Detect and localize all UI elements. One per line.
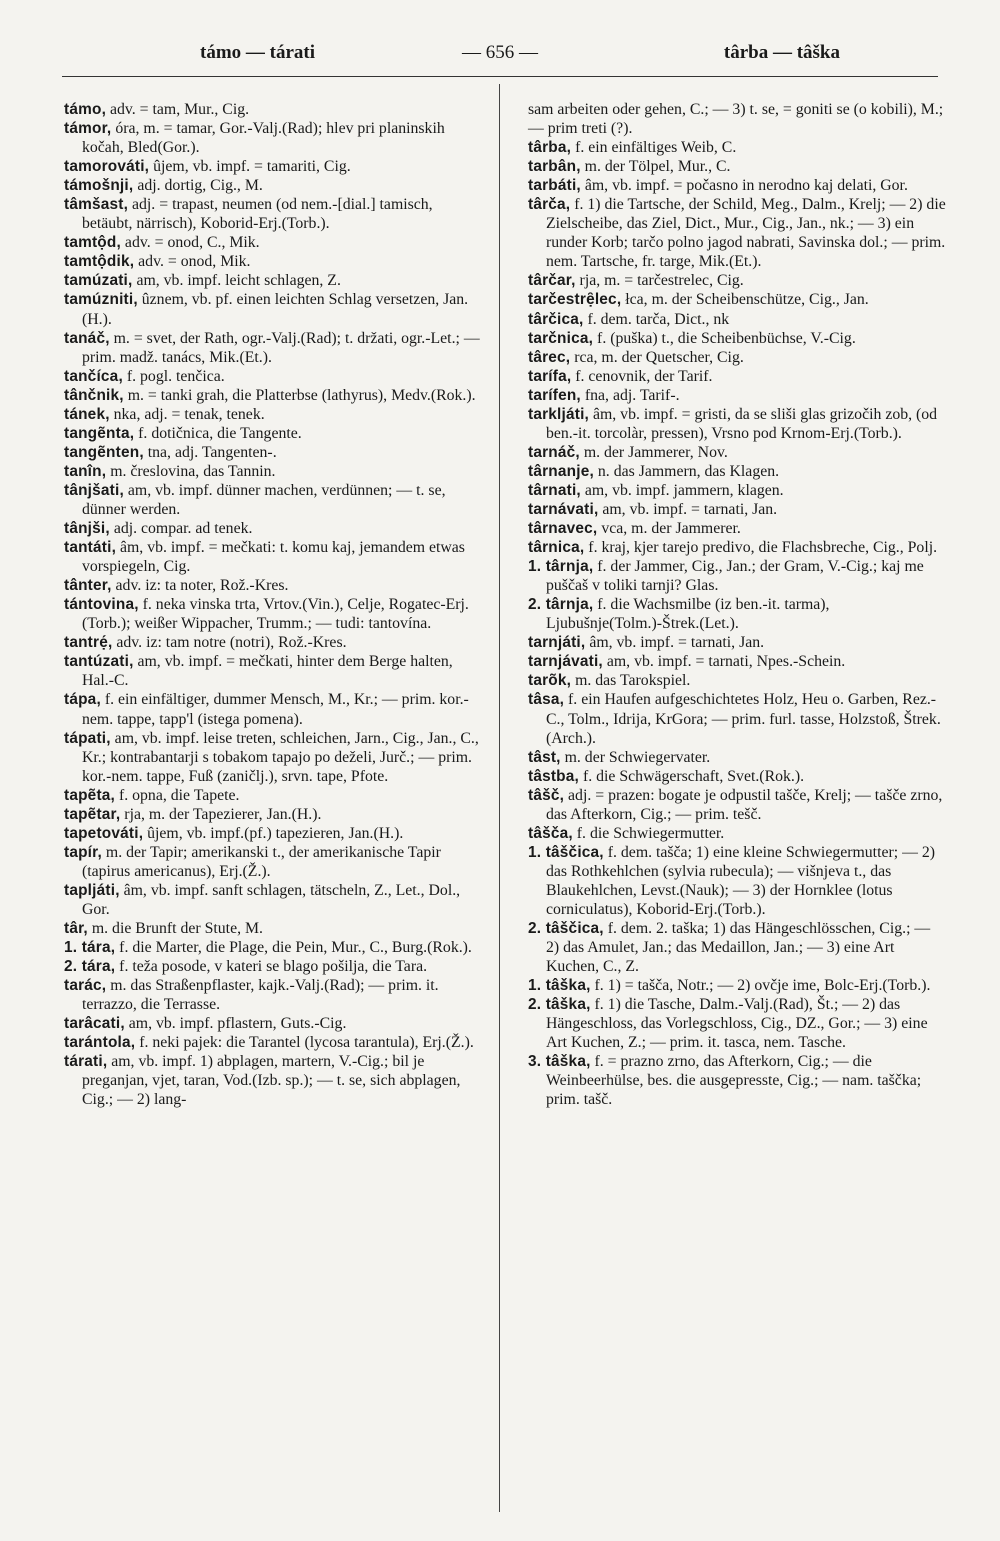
dictionary-entry bbox=[528, 405, 946, 443]
entry-headword: 3. tâška, bbox=[528, 1053, 591, 1071]
entry-definition: f. dem. tarča, Dict., nk bbox=[583, 310, 730, 328]
entry-definition: f. teža posode, v kateri se blago pošilja, die Tara. bbox=[115, 958, 428, 976]
dictionary-entry bbox=[528, 786, 946, 824]
entry-definition: łca, m. der Scheibenschütze, Cig., Jan. bbox=[621, 291, 869, 309]
entry-headword: támo, bbox=[64, 101, 107, 118]
entry-headword: târ, bbox=[64, 920, 88, 938]
entry-headword: tarčnica, bbox=[528, 329, 594, 347]
entry-headword: tančíca, bbox=[64, 367, 123, 385]
entry-definition: f. opna, die Tapete. bbox=[115, 786, 240, 804]
dictionary-entry bbox=[64, 729, 482, 786]
dictionary-entry bbox=[528, 557, 946, 595]
left-column bbox=[64, 100, 482, 1109]
entry-definition: m. der Schwiegervater. bbox=[560, 748, 711, 766]
entry-headword: tanáč, bbox=[64, 329, 110, 347]
entry-headword: tápa, bbox=[64, 691, 101, 709]
dictionary-entry bbox=[528, 176, 946, 195]
entry-definition: am, vb. impf. leise treten, schleichen, Jarn., Cig., Jan., C., Kr.; kontrabantarji s tobakom tapajo po deželi, Jurč.; — prim. kor.-nem. tappe, Fuß (zaničlj.), srvn. tape, Pfote. bbox=[82, 729, 479, 785]
entry-definition: âm, vb. impf. = mečkati: t. komu kaj, jemandem etwas vorspiegeln, Cig. bbox=[82, 539, 465, 576]
entry-definition: f. dem. 2. taška; 1) das Hängeschlösschen, Cig.; — 2) das Amulet, Jan.; das Medaillon, Jan.; — 3) eine Art Kuchen, C., Z. bbox=[546, 920, 931, 976]
entry-headword: târba, bbox=[528, 139, 572, 157]
dictionary-entry bbox=[64, 881, 482, 919]
entry-definition: m. der Jammerer, Nov. bbox=[579, 443, 728, 461]
entry-definition: ûznem, vb. pf. einen leichten Schlag versetzen, Jan.(H.). bbox=[82, 291, 469, 328]
entry-definition: âm, vb. impf. sanft schlagen, tätscheln, Z., Let., Dol., Gor. bbox=[82, 881, 461, 918]
entry-definition: f. 1) = tašča, Notr.; — 2) ovčje ime, Bolc-Erj.(Torb.). bbox=[590, 977, 931, 995]
entry-headword: 1. tâščica, bbox=[528, 843, 604, 861]
entry-definition: adv. = onod, C., Mik. bbox=[120, 234, 260, 252]
dictionary-entry bbox=[528, 348, 946, 367]
entry-headword: tâstba, bbox=[528, 767, 580, 785]
entry-headword: tapetováti, bbox=[64, 824, 144, 842]
entry-headword: târnanje, bbox=[528, 462, 594, 480]
entry-definition: tna, adj. Tangenten-. bbox=[143, 443, 277, 461]
entry-headword: tâsa, bbox=[528, 691, 565, 709]
dictionary-entry bbox=[528, 138, 946, 157]
entry-headword: tápati, bbox=[64, 729, 111, 747]
dictionary-entry bbox=[64, 252, 482, 271]
dictionary-entry bbox=[528, 462, 946, 481]
entry-headword: tânjši, bbox=[64, 520, 110, 538]
dictionary-entry bbox=[64, 652, 482, 690]
dictionary-entry bbox=[64, 976, 482, 1014]
entry-definition: am, vb. impf. 1) abplagen, martern, V.-Cig.; bil je preganjan, vjet, taran, Vod.(Izb. sp.); — t. se, sich abplagen, Cig.; — 2) lang- bbox=[82, 1053, 461, 1109]
entry-headword: tâšča, bbox=[528, 824, 573, 842]
entry-headword: târnavec, bbox=[528, 520, 598, 538]
entry-headword: tantúzati, bbox=[64, 653, 134, 671]
entry-definition: m. = svet, der Rath, ogr.-Valj.(Rad); t. držati, ogr.-Let.; — prim. madž. tanács, Mik.(Et.). bbox=[82, 329, 480, 366]
entry-definition: adj. compar. ad tenek. bbox=[109, 520, 253, 538]
entry-definition: m. čreslovina, das Tannin. bbox=[106, 462, 276, 480]
dictionary-entry bbox=[528, 824, 946, 843]
entry-definition: f. cenovnik, der Tarif. bbox=[571, 367, 713, 385]
dictionary-entry bbox=[528, 1052, 946, 1109]
entry-definition: am, vb. impf. = tarnati, Npes.-Schein. bbox=[602, 653, 846, 671]
entry-definition: rja, m. der Tapezierer, Jan.(H.). bbox=[120, 805, 322, 823]
dictionary-entry bbox=[64, 290, 482, 328]
entry-definition: âm, vb. impf. = počasno in nerodno kaj delati, Gor. bbox=[580, 177, 908, 195]
dictionary-entry bbox=[528, 633, 946, 652]
column-divider bbox=[499, 84, 500, 1512]
entry-headword: 2. tâščica, bbox=[528, 920, 604, 938]
dictionary-entry bbox=[528, 481, 946, 500]
dictionary-entry bbox=[64, 519, 482, 538]
entry-definition: f. ein Haufen aufgeschichtetes Holz, Heu o. Garben, Rez.-C., Tolm., Idrija, KrGora; — prim. furl. tasse, Holzstoß, Štrek.(Arch.). bbox=[546, 691, 941, 747]
dictionary-entry bbox=[64, 176, 482, 195]
entry-headword: tapẽta, bbox=[64, 786, 116, 804]
entry-headword: 1. tára, bbox=[64, 939, 116, 957]
entry-definition: f. pogl. tenčica. bbox=[122, 367, 225, 385]
entry-headword: tarác, bbox=[64, 977, 107, 995]
entry-headword: tâšč, bbox=[528, 786, 565, 804]
dictionary-entry bbox=[64, 919, 482, 938]
dictionary-entry bbox=[64, 329, 482, 367]
page-header bbox=[60, 40, 940, 76]
entry-definition: vca, m. der Jammerer. bbox=[597, 520, 741, 538]
entry-headword: tarífa, bbox=[528, 367, 572, 385]
entry-headword: 1. tâška, bbox=[528, 977, 591, 995]
entry-definition: f. die Schwiegermutter. bbox=[572, 824, 725, 842]
entry-headword: tantáti, bbox=[64, 539, 117, 557]
entry-definition: m. das Straßenpflaster, kajk.-Valj.(Rad); — prim. it. terrazzo, die Terrasse. bbox=[82, 977, 439, 1014]
entry-headword: târčica, bbox=[528, 310, 584, 328]
dictionary-entry bbox=[64, 786, 482, 805]
dictionary-entry bbox=[528, 671, 946, 690]
dictionary-entry bbox=[64, 576, 482, 595]
entry-headword: tarántola, bbox=[64, 1034, 136, 1052]
entry-headword: tamorováti, bbox=[64, 158, 150, 176]
entry-headword: tarnjávati, bbox=[528, 653, 603, 671]
entry-headword: tárati, bbox=[64, 1053, 108, 1071]
entry-definition: f. 1) die Tasche, Dalm.-Valj.(Rad), Št.; — 2) das Hängeschloss, das Vorlegschloss, Cig., DZ., Gor.; — 3) eine Art Kuchen, Z.; — prim. it. tasca, nem. Tasche. bbox=[546, 996, 928, 1052]
dictionary-entry bbox=[64, 443, 482, 462]
entry-definition: rca, m. der Quetscher, Cig. bbox=[570, 348, 744, 366]
dictionary-entry bbox=[64, 843, 482, 881]
entry-definition: ûjem, vb. impf. = tamariti, Cig. bbox=[149, 158, 351, 176]
entry-headword: tarbáti, bbox=[528, 177, 581, 195]
dictionary-entry bbox=[528, 386, 946, 405]
entry-headword: tarõk, bbox=[528, 672, 572, 690]
dictionary-entry bbox=[64, 233, 482, 252]
entry-headword: tarâcati, bbox=[64, 1015, 125, 1033]
dictionary-entry bbox=[528, 595, 946, 633]
entry-headword: tarčestrẹ̑lec, bbox=[528, 291, 622, 309]
entry-definition: m. der Tölpel, Mur., C. bbox=[580, 158, 731, 176]
dictionary-entry bbox=[64, 386, 482, 405]
entry-definition: n. das Jammern, das Klagen. bbox=[593, 462, 780, 480]
dictionary-entry bbox=[64, 195, 482, 233]
entry-definition: f. = prazno zrno, das Afterkorn, Cig.; — die Weinbeerhülse, bes. die ausgepresste, Cig.; — nam. taščka; prim. tašč. bbox=[546, 1053, 922, 1109]
dictionary-entry bbox=[64, 938, 482, 957]
entry-headword: tántovina, bbox=[64, 596, 139, 614]
entry-definition: m. das Tarokspiel. bbox=[571, 672, 691, 690]
entry-headword: tarnjáti, bbox=[528, 634, 586, 652]
dictionary-entry bbox=[528, 100, 946, 138]
entry-definition: adj. dortig, Cig., M. bbox=[133, 177, 263, 195]
entry-definition: adj. = prazen: bogate je odpustil tašče, Krelj; — tašče zrno, das Afterkorn, Cig.; — prim. tešč. bbox=[546, 786, 943, 823]
dictionary-entry bbox=[64, 424, 482, 443]
entry-headword: tangẽnten, bbox=[64, 443, 144, 461]
dictionary-entry bbox=[64, 462, 482, 481]
dictionary-entry bbox=[528, 748, 946, 767]
entry-definition: fna, adj. Tarif-. bbox=[580, 386, 680, 404]
entry-headword: târnati, bbox=[528, 481, 581, 499]
entry-definition: f. ein einfältiger, dummer Mensch, M., Kr.; — prim. kor.-nem. tappe, tapp'l (istega pomena). bbox=[82, 691, 469, 728]
dictionary-entry bbox=[64, 538, 482, 576]
dictionary-entry bbox=[64, 824, 482, 843]
entry-headword: 1. târnja, bbox=[528, 558, 594, 576]
dictionary-entry bbox=[528, 443, 946, 462]
dictionary-entry bbox=[64, 1014, 482, 1033]
entry-headword: tarnáč, bbox=[528, 443, 580, 461]
entry-headword: tantrẹ́, bbox=[64, 634, 113, 652]
entry-definition: am, vb. impf. jammern, klagen. bbox=[580, 481, 784, 499]
entry-definition: adv. = onod, Mik. bbox=[134, 253, 251, 271]
dictionary-entry bbox=[528, 767, 946, 786]
dictionary-entry bbox=[64, 1052, 482, 1109]
dictionary-entry bbox=[64, 481, 482, 519]
entry-definition: âm, vb. impf. = tarnati, Jan. bbox=[585, 634, 765, 652]
entry-definition: f. der Jammer, Cig., Jan.; der Gram, V.-Cig.; kaj me puščaš v toliki tarnji? Glas. bbox=[546, 558, 924, 595]
entry-headword: tânjšati, bbox=[64, 481, 124, 499]
entry-definition: adv. iz: tam notre (notri), Rož.-Kres. bbox=[112, 634, 347, 652]
dictionary-entry bbox=[528, 843, 946, 919]
entry-definition: f. dem. tašča; 1) eine kleine Schwiegermutter; — 2) das Rothkehlchen (sylvia rubecula); — višnjeva t., das Blaukehlchen, Levst.(Nauk); — 3) der Hornklee (lotus corniculatus), Koborid-Erj.(Torb.). bbox=[546, 843, 935, 918]
entry-headword: tamúzati, bbox=[64, 272, 133, 290]
entry-definition: nka, adj. = tenak, tenek. bbox=[109, 405, 265, 423]
entry-definition: f. kraj, kjer tarejo predivo, die Flachsbreche, Cig., Polj. bbox=[584, 539, 938, 557]
entry-definition: f. die Marter, die Plage, die Pein, Mur., C., Burg.(Rok.). bbox=[115, 939, 472, 957]
entry-headword: tamtộdik, bbox=[64, 253, 135, 271]
entry-definition: m. = tanki grah, die Platterbse (lathyrus), Medv.(Rok.). bbox=[123, 386, 476, 404]
entry-headword: târec, bbox=[528, 348, 571, 366]
dictionary-entry bbox=[528, 271, 946, 290]
entry-headword: tâst, bbox=[528, 748, 561, 766]
dictionary-entry bbox=[64, 271, 482, 290]
entry-definition: am, vb. impf. leicht schlagen, Z. bbox=[132, 272, 341, 290]
dictionary-entry bbox=[64, 405, 482, 424]
entry-definition: rja, m. = tarčestrelec, Cig. bbox=[575, 272, 744, 290]
entry-headword: tamtộd, bbox=[64, 234, 121, 252]
entry-definition: f. die Wachsmilbe (iz ben.-it. tarma), Ljubušnje(Tolm.)-Štrek.(Let.). bbox=[546, 596, 830, 633]
dictionary-entry bbox=[528, 290, 946, 309]
dictionary-entry bbox=[528, 919, 946, 976]
dictionary-entry bbox=[528, 500, 946, 519]
entry-headword: tangẽnta, bbox=[64, 424, 135, 442]
dictionary-entry bbox=[528, 310, 946, 329]
entry-headword: 2. tâška, bbox=[528, 996, 591, 1014]
dictionary-entry bbox=[64, 805, 482, 824]
entry-definition: am, vb. impf. = tarnati, Jan. bbox=[598, 500, 778, 518]
dictionary-entry bbox=[528, 367, 946, 386]
entry-headword: 2. tára, bbox=[64, 958, 116, 976]
entry-definition: f. (puška) t., die Scheibenbüchse, V.-Cig. bbox=[593, 329, 856, 347]
entry-definition: sam arbeiten oder gehen, C.; — 3) t. se, = goniti se (o kobili), M.; — prim treti (?). bbox=[528, 101, 944, 138]
dictionary-entry bbox=[64, 957, 482, 976]
entry-definition: m. die Brunft der Stute, M. bbox=[87, 920, 263, 938]
dictionary-entry bbox=[64, 595, 482, 633]
entry-headword: târnica, bbox=[528, 539, 585, 557]
entry-headword: támošnji, bbox=[64, 177, 134, 195]
entry-headword: tanîn, bbox=[64, 462, 107, 480]
entry-headword: tamúzniti, bbox=[64, 291, 138, 309]
entry-headword: támor, bbox=[64, 120, 112, 138]
entry-headword: tapẽtar, bbox=[64, 805, 121, 823]
dictionary-entry bbox=[528, 976, 946, 995]
right-column bbox=[528, 100, 946, 1109]
entry-headword: tarífen, bbox=[528, 386, 581, 404]
entry-headword: târčar, bbox=[528, 272, 576, 290]
entry-definition: f. neka vinska trta, Vrtov.(Vin.), Celje, Rogatec-Erj.(Torb.); weißer Wippacher, Trumm.; — tudi: tantovína. bbox=[82, 596, 469, 633]
entry-headword: tapljáti, bbox=[64, 881, 120, 899]
dictionary-entry bbox=[528, 329, 946, 348]
dictionary-entry bbox=[528, 157, 946, 176]
entry-definition: f. die Schwägerschaft, Svet.(Rok.). bbox=[579, 767, 805, 785]
entry-definition: âm, vb. impf. = gristi, da se sliši glas grizočih zob, (od ben.-it. torcolàr, pressen), Vrsno pod Krnom-Erj.(Torb.). bbox=[546, 405, 938, 442]
entry-headword: tânter, bbox=[64, 577, 112, 595]
entry-headword: 2. târnja, bbox=[528, 596, 594, 614]
page-number: — 656 — bbox=[462, 42, 538, 63]
entry-headword: tarnávati, bbox=[528, 500, 599, 518]
dictionary-entry bbox=[64, 1033, 482, 1052]
entry-definition: am, vb. impf. dünner machen, verdünnen; — t. se, dünner werden. bbox=[82, 481, 446, 518]
dictionary-entry bbox=[528, 538, 946, 557]
entry-definition: am, vb. impf. = mečkati, hinter dem Berge halten, Hal.-C. bbox=[82, 653, 453, 690]
entry-headword: tarkljáti, bbox=[528, 405, 590, 423]
dictionary-entry bbox=[528, 652, 946, 671]
entry-definition: adj. = trapast, neumen (od nem.-[dial.] tamisch, betäubt, närrisch), Koborid-Erj.(Torb.). bbox=[82, 196, 433, 233]
dictionary-entry bbox=[528, 519, 946, 538]
header-left-guide-words: támo — tárati bbox=[200, 42, 316, 63]
entry-definition: f. dotičnica, die Tangente. bbox=[134, 424, 302, 442]
dictionary-entry bbox=[64, 367, 482, 386]
entry-definition: am, vb. impf. pflastern, Guts.-Cig. bbox=[124, 1015, 347, 1033]
entry-headword: tânčnik, bbox=[64, 386, 124, 404]
entry-definition: óra, m. = tamar, Gor.-Valj.(Rad); hlev pri planinskih kočah, Bled(Gor.). bbox=[82, 120, 445, 157]
entry-headword: tarbân, bbox=[528, 158, 581, 176]
header-right-guide-words: târba — tâška bbox=[723, 42, 840, 63]
entry-headword: târča, bbox=[528, 196, 571, 214]
entry-headword: tánek, bbox=[64, 405, 110, 423]
dictionary-entry bbox=[64, 633, 482, 652]
dictionary-entry bbox=[528, 195, 946, 271]
dictionary-entry bbox=[64, 119, 482, 157]
entry-definition: m. der Tapir; amerikanski t., der amerikanische Tapir (tapirus americanus), Erj.(Ž.). bbox=[82, 843, 441, 880]
dictionary-entry bbox=[64, 690, 482, 728]
entry-definition: adv. iz: ta noter, Rož.-Kres. bbox=[111, 577, 289, 595]
entry-headword: tapír, bbox=[64, 843, 102, 861]
entry-headword: tâmšast, bbox=[64, 196, 129, 214]
entry-definition: f. neki pajek: die Tarantel (lycosa tarantula), Erj.(Ž.). bbox=[135, 1034, 474, 1052]
header-rule bbox=[62, 76, 938, 77]
entry-definition: ûjem, vb. impf.(pf.) tapezieren, Jan.(H.). bbox=[143, 824, 404, 842]
dictionary-entry bbox=[528, 690, 946, 747]
dictionary-entry bbox=[528, 995, 946, 1052]
entry-definition: adv. = tam, Mur., Cig. bbox=[106, 101, 250, 118]
dictionary-entry bbox=[64, 100, 482, 119]
dictionary-entry bbox=[64, 157, 482, 176]
entry-definition: f. 1) die Tartsche, der Schild, Meg., Dalm., Krelj; — 2) die Zielscheibe, das Ziel, Dict., Mur., Cig., Jan., nk.; — 3) ein runder Korb; tarčo polno jagod nabrati, Savinska dol.; — prim. nem. Tartsche, fr. targe, Mik.(Et.). bbox=[546, 196, 946, 271]
entry-definition: f. ein einfältiges Weib, C. bbox=[571, 139, 737, 157]
